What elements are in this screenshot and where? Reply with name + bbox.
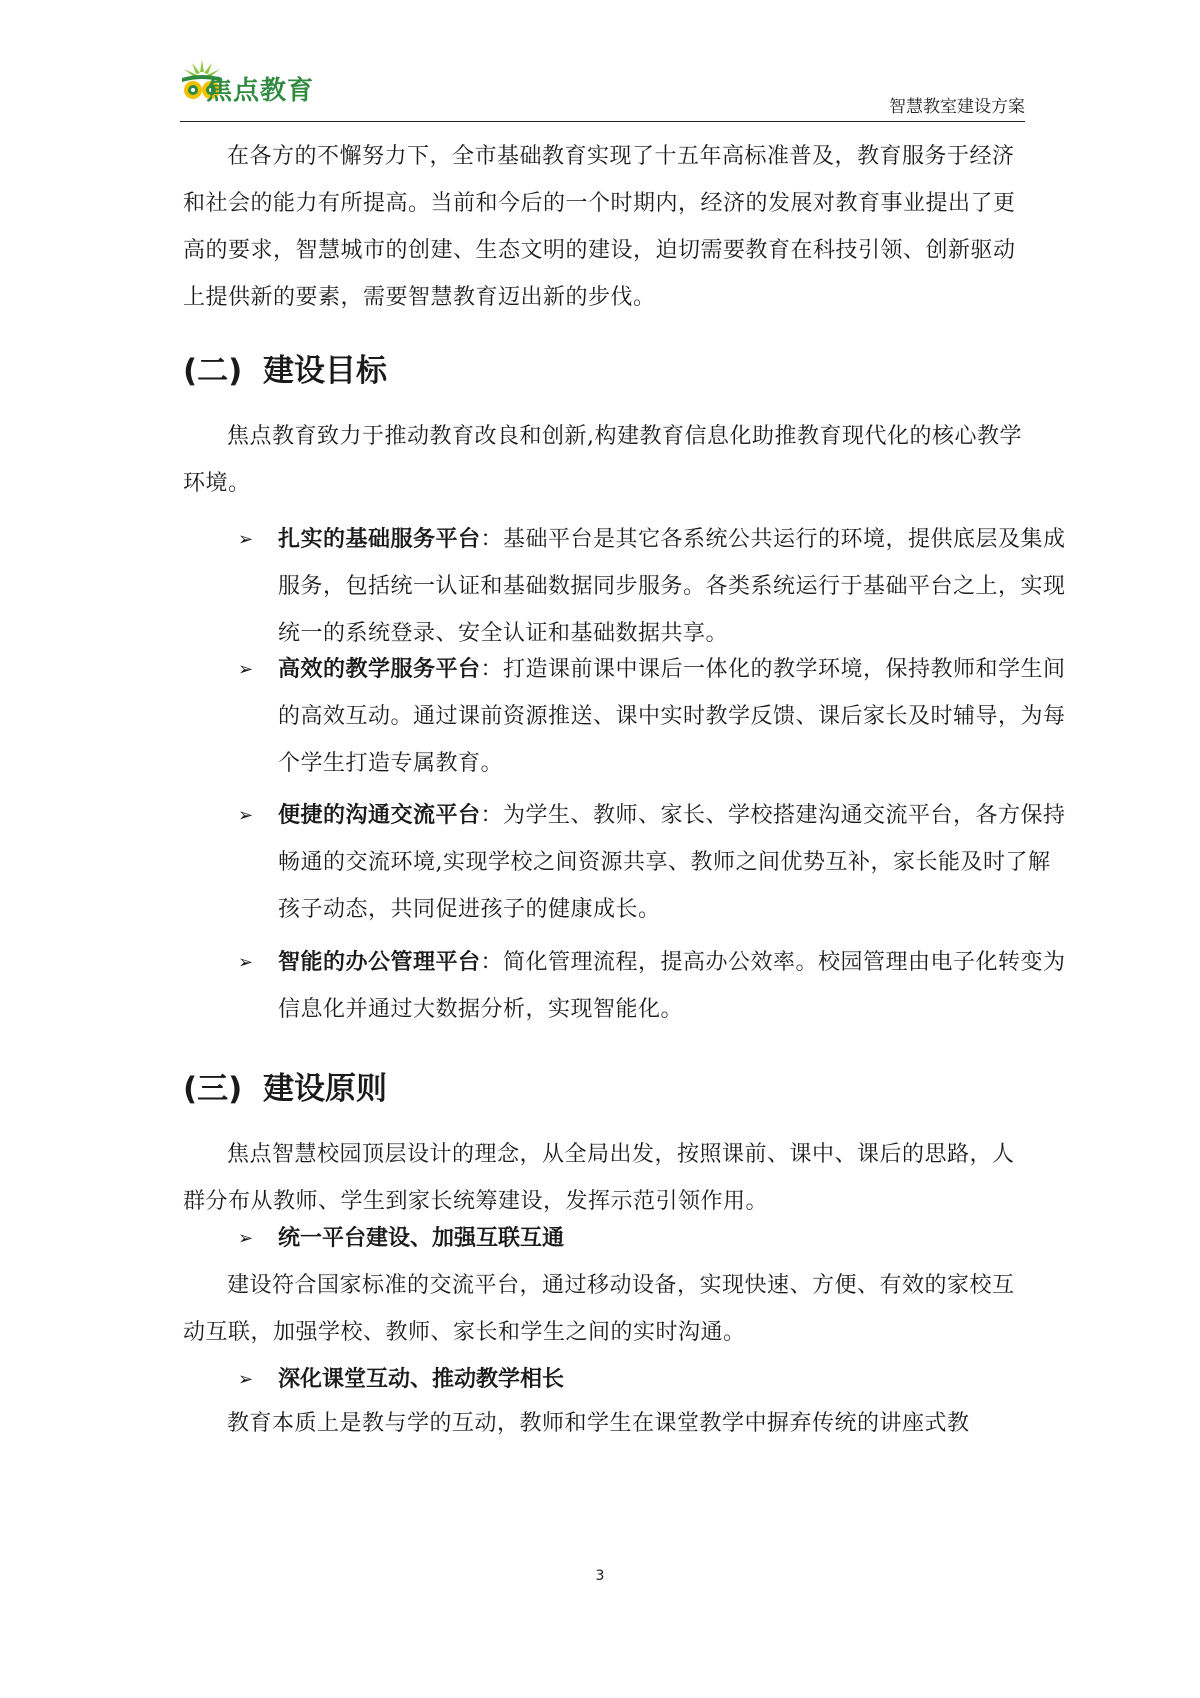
bullet-label: 扎实的基础服务平台 xyxy=(278,527,481,552)
arrowhead-icon: ➢ xyxy=(238,1369,254,1390)
section-title: 建设目标 xyxy=(263,353,387,389)
section-number: (三) xyxy=(183,1071,243,1107)
section3-paragraph: 焦点智慧校园顶层设计的理念，从全局出发，按照课前、课中、课后的思路，人群分布从教师、学生到家长统筹建设，发挥示范引领作用。 xyxy=(183,1142,1015,1214)
arrowhead-icon: ➢ xyxy=(238,952,254,973)
subheading-2-paragraph: 教育本质上是教与学的互动，教师和学生在课堂教学中摒弃传统的讲座式教 xyxy=(227,1411,970,1436)
bullet-label: 便捷的沟通交流平台 xyxy=(278,803,481,828)
section-heading-3 xyxy=(183,1063,387,1108)
list-item xyxy=(238,939,1068,1033)
bullet-label: 高效的教学服务平台 xyxy=(278,657,481,682)
section2-paragraph: 焦点教育致力于推动教育改良和创新,构建教育信息化助推教育现代化的核心教学环境。 xyxy=(183,424,1022,496)
list-item xyxy=(238,792,1068,933)
list-item xyxy=(238,516,1068,657)
arrowhead-icon: ➢ xyxy=(238,805,254,826)
intro-paragraph: 在各方的不懈努力下，全市基础教育实现了十五年高标准普及，教育服务于经济和社会的能力有所提高。当前和今后的一个时期内，经济的发展对教育事业提出了更高的要求，智慧城市的创建、生态文明的建设，迫切需要教育在科技引领、创新驱动上提供新的要素，需要智慧教育迈出新的步伐。 xyxy=(183,144,1016,310)
arrowhead-icon: ➢ xyxy=(238,529,254,550)
list-item xyxy=(238,646,1068,787)
page-number: 3 xyxy=(595,1568,605,1584)
arrowhead-icon: ➢ xyxy=(238,659,254,680)
arrowhead-icon: ➢ xyxy=(238,1228,254,1249)
document-title: 智慧教室建设方案 xyxy=(889,97,1025,117)
bullet-label: 智能的办公管理平台 xyxy=(278,950,481,975)
bullet-text: ：打造课前课中课后一体化的教学环境，保持教师和学生间的高效互动。通过课前资源推送、课中实时教学反馈、课后家长及时辅导，为每个学生打造专属教育。 xyxy=(278,657,1066,776)
section-title: 建设原则 xyxy=(263,1071,387,1107)
subheading-2: ➢ 深化课堂互动、推动教学相长 xyxy=(238,1363,564,1397)
header-divider xyxy=(180,121,1025,122)
subheading-1-paragraph: 建设符合国家标准的交流平台，通过移动设备，实现快速、方便、有效的家校互动互联，加强学校、教师、家长和学生之间的实时沟通。 xyxy=(183,1273,1015,1345)
bullet-text: ：为学生、教师、家长、学校搭建沟通交流平台，各方保持畅通的交流环境,实现学校之间资源共享、教师之间优势互补，家长能及时了解孩子动态，共同促进孩子的健康成长。 xyxy=(278,803,1066,922)
bullet-text: ：简化管理流程，提高办公效率。校园管理由电子化转变为信息化并通过大数据分析，实现智能化。 xyxy=(278,950,1066,1022)
section-number: (二) xyxy=(183,353,243,389)
subheading-1: ➢ 统一平台建设、加强互联互通 xyxy=(238,1222,564,1256)
section-heading-2 xyxy=(183,345,387,390)
logo-text: 焦点教育 xyxy=(206,76,315,106)
bullet-text: ：基础平台是其它各系统公共运行的环境，提供底层及集成服务，包括统一认证和基础数据同步服务。各类系统运行于基础平台之上，实现统一的系统登录、安全认证和基础数据共享。 xyxy=(278,527,1066,646)
